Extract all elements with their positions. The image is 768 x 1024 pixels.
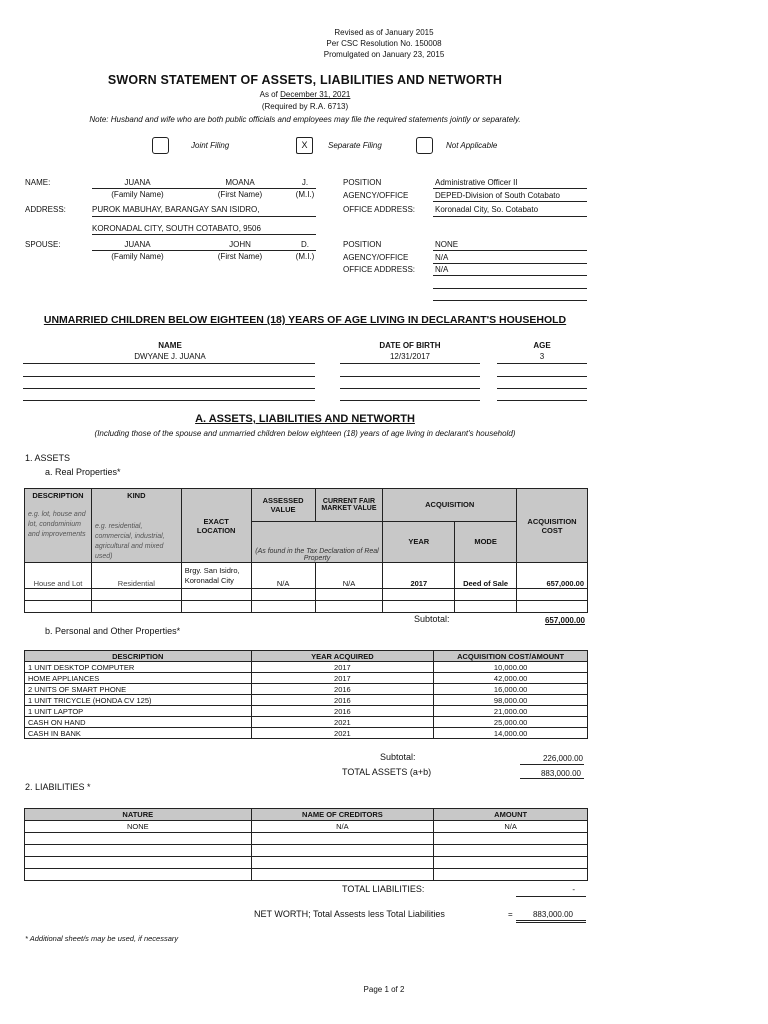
networth-value: 883,000.00: [532, 910, 573, 919]
personal-properties-table: [24, 650, 588, 739]
real-cost-header: ACQUISITION COST: [517, 489, 588, 563]
personal-properties-label: b. Personal and Other Properties*: [45, 626, 181, 636]
name-label: NAME:: [25, 178, 51, 187]
joint-filing-label: Joint Filing: [191, 141, 230, 150]
spouse-position-label: POSITION: [343, 240, 382, 249]
networth-equals: =: [508, 910, 513, 919]
table-row: 1 UNIT TRICYCLE (HONDA CV 125) 2016 98,000.00: [25, 695, 588, 706]
liabilities-table: [24, 808, 588, 881]
child-dob: 12/31/2017: [389, 352, 431, 361]
liab-creditors-header: NAME OF CREDITORS: [251, 809, 434, 821]
spouse-office-label: OFFICE ADDRESS:: [343, 265, 416, 274]
family-name-caption: (Family Name): [111, 190, 164, 199]
as-of-line: [0, 90, 610, 99]
table-row: NONE N/A N/A: [25, 821, 588, 833]
table-row: [25, 601, 588, 613]
real-acquisition-header: ACQUISITION: [383, 489, 517, 522]
page-number: Page 1 of 2: [363, 985, 405, 994]
total-assets-label: TOTAL ASSETS (a+b): [342, 767, 432, 777]
real-kind-header: KIND e.g. residential, commercial, industrial, agricultural and mixed used): [91, 489, 181, 563]
separate-filing-label: Separate Filing: [328, 141, 382, 150]
address-label: ADDRESS:: [25, 205, 66, 214]
separate-filing-checkbox[interactable]: X: [296, 137, 313, 154]
real-fair-header: CURRENT FAIR MARKET VALUE: [315, 489, 383, 522]
spouse-label: SPOUSE:: [25, 240, 61, 249]
table-row: [25, 833, 588, 845]
required-by: (Required by R.A. 6713): [261, 102, 349, 111]
real-desc-header: DESCRIPTION e.g. lot, house and lot, condominium and improvements: [25, 489, 92, 563]
promulgated-note: Promulgated on January 23, 2015: [323, 50, 445, 59]
spouse-position: NONE: [435, 240, 459, 249]
child-age-header: AGE: [533, 341, 551, 350]
table-row: 2 UNITS OF SMART PHONE 2016 16,000.00: [25, 684, 588, 695]
as-of-label: As of: [259, 90, 278, 99]
spouse-first-name: JOHN: [229, 240, 251, 249]
declarant-mi: J.: [301, 178, 309, 187]
personal-subtotal-label: Subtotal:: [380, 752, 416, 762]
real-subtotal-value: 657,000.00: [544, 616, 585, 625]
liab-amount-header: AMOUNT: [434, 809, 588, 821]
table-row: [25, 845, 588, 857]
table-row: CASH IN BANK 2021 14,000.00: [25, 728, 588, 739]
table-row: [25, 589, 588, 601]
spouse-first-caption: (First Name): [217, 252, 263, 261]
declarant-position: Administrative Officer II: [435, 178, 518, 187]
spouse-office-address: N/A: [435, 265, 449, 274]
as-of-date: December 31, 2021: [280, 90, 351, 99]
spouse-mi: D.: [301, 240, 309, 249]
real-assessed-header: ASSESSED VALUE: [251, 489, 315, 522]
real-properties-label: a. Real Properties*: [45, 467, 121, 477]
table-row: HOME APPLIANCES 2017 42,000.00: [25, 673, 588, 684]
section-a-heading: A. ASSETS, LIABILITIES AND NETWORTH: [195, 413, 415, 425]
total-assets-value: 883,000.00: [540, 769, 581, 778]
table-row: 1 UNIT DESKTOP COMPUTER 2017 10,000.00: [25, 662, 588, 673]
declarant-first-name: MOANA: [225, 178, 255, 187]
real-year-header: YEAR: [383, 521, 455, 562]
not-applicable-checkbox[interactable]: [416, 137, 433, 154]
declarant-office-address: Koronadal City, So. Cotabato: [435, 205, 539, 214]
real-location-header: EXACT LOCATION: [181, 489, 251, 563]
filing-note: Note: Husband and wife who are both public officials and employees may file the required statements jointly or separately.: [89, 115, 521, 124]
page-title: SWORN STATEMENT OF ASSETS, LIABILITIES AND NETWORTH: [107, 73, 503, 87]
child-dob-header: DATE OF BIRTH: [379, 341, 441, 350]
spouse-agency-label: AGENCY/OFFICE: [343, 253, 409, 262]
child-age: 3: [539, 352, 545, 361]
personal-desc-header: DESCRIPTION: [25, 651, 252, 662]
table-row: House and Lot Residential Brgy. San Isidro, Koronadal City N/A N/A 2017 Deed of Sale 657,000.00: [25, 563, 588, 589]
spouse-family-name: JUANA: [124, 240, 151, 249]
children-heading: UNMARRIED CHILDREN BELOW EIGHTEEN (18) YEARS OF AGE LIVING IN DECLARANT'S HOUSEHOLD: [43, 314, 567, 326]
position-label: POSITION: [343, 178, 382, 187]
address-line-2: KORONADAL CITY, SOUTH COTABATO, 9506: [92, 224, 261, 233]
spouse-mi-caption: (M.I.): [295, 252, 315, 261]
agency-label: AGENCY/OFFICE: [343, 191, 409, 200]
footnote: * Additional sheet/s may be used, if necessary: [25, 934, 179, 943]
total-liabilities-value: -: [572, 885, 575, 894]
declarant-family-name: JUANA: [124, 178, 151, 187]
section-a-subheading: (Including those of the spouse and unmarried children below eighteen (18) years of age living in declarant's household): [94, 429, 516, 438]
revised-note: Revised as of January 2015: [334, 28, 434, 37]
address-line-1: PUROK MABUHAY, BARANGAY SAN ISIDRO,: [92, 205, 260, 214]
not-applicable-label: Not Applicable: [446, 141, 498, 150]
first-name-caption: (First Name): [217, 190, 263, 199]
assets-label: 1. ASSETS: [25, 453, 71, 463]
liab-nature-header: NATURE: [25, 809, 252, 821]
table-row: [25, 857, 588, 869]
liabilities-label: 2. LIABILITIES *: [25, 782, 91, 792]
table-row: [25, 869, 588, 881]
real-mode-header: MODE: [455, 521, 517, 562]
declarant-agency: DEPED-Division of South Cotabato: [435, 191, 560, 200]
spouse-family-caption: (Family Name): [111, 252, 164, 261]
joint-filing-checkbox[interactable]: [152, 137, 169, 154]
personal-year-header: YEAR ACQUIRED: [251, 651, 434, 662]
real-properties-table: [24, 488, 588, 613]
spouse-agency: N/A: [435, 253, 449, 262]
personal-subtotal-value: 226,000.00: [542, 754, 583, 763]
networth-label: NET WORTH; Total Assests less Total Liabilities: [254, 909, 445, 919]
child-name: DWYANE J. JUANA: [134, 352, 206, 361]
total-liabilities-label: TOTAL LIABILITIES:: [342, 884, 425, 894]
child-name-header: NAME: [158, 341, 182, 350]
real-tax-note: (As found in the Tax Declaration of Real Property: [251, 521, 383, 562]
office-address-label: OFFICE ADDRESS:: [343, 205, 416, 214]
mi-caption: (M.I.): [295, 190, 315, 199]
table-row: 1 UNIT LAPTOP 2016 21,000.00: [25, 706, 588, 717]
real-subtotal-label: Subtotal:: [414, 614, 450, 624]
resolution-note: Per CSC Resolution No. 150008: [326, 39, 442, 48]
table-row: CASH ON HAND 2021 25,000.00: [25, 717, 588, 728]
personal-cost-header: ACQUISITION COST/AMOUNT: [434, 651, 588, 662]
